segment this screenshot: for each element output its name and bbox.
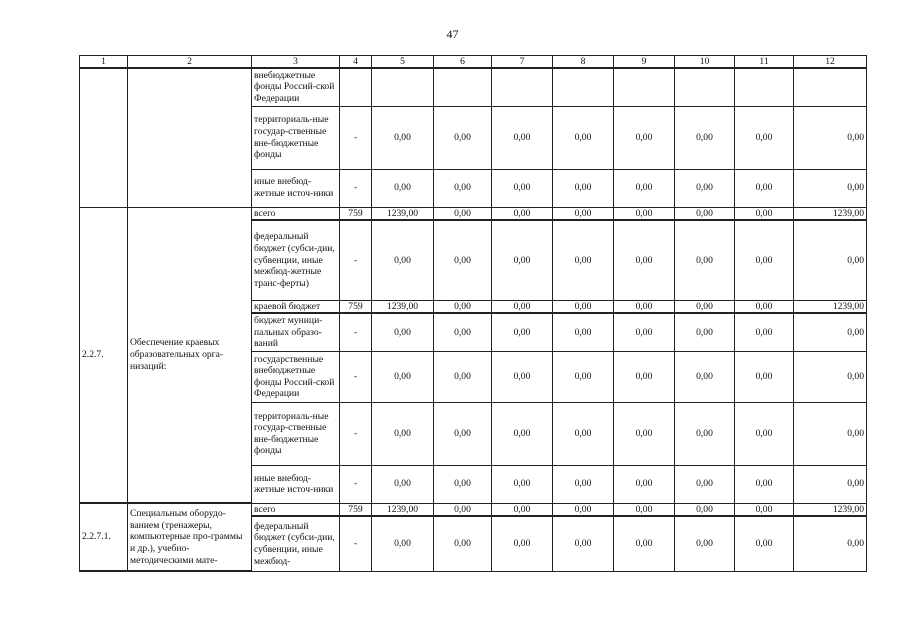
value-cell: 0,00	[735, 106, 794, 169]
value-cell: 0,00	[434, 402, 492, 465]
value-cell: 0,00	[553, 465, 614, 503]
value-cell: 0,00	[794, 313, 867, 351]
value-cell: 0,00	[492, 516, 553, 571]
name-cell	[128, 68, 252, 207]
value-cell: 0,00	[434, 207, 492, 220]
value-cell: 0,00	[553, 516, 614, 571]
value-cell: 0,00	[434, 220, 492, 300]
column-header: 10	[675, 56, 735, 69]
value-cell: 0,00	[614, 503, 675, 516]
table-row	[80, 207, 867, 220]
funding-source-cell: территориаль-ные государ-ственные вне-бюджетные фонды	[252, 402, 340, 465]
section-name: Обеспечение краевых образовательных орга-низаций:	[128, 207, 252, 503]
table-row	[80, 503, 867, 516]
value-cell: 0,00	[372, 402, 434, 465]
value-cell	[614, 68, 675, 106]
value-cell: 0,00	[434, 465, 492, 503]
value-cell: 0,00	[735, 313, 794, 351]
value-cell: 0,00	[553, 106, 614, 169]
value-cell: 1239,00	[372, 300, 434, 313]
budget-table	[79, 55, 867, 572]
column-header: 9	[614, 56, 675, 69]
value-cell: 0,00	[492, 313, 553, 351]
value-cell: 0,00	[553, 300, 614, 313]
code-cell: -	[340, 313, 372, 351]
value-cell: 0,00	[735, 503, 794, 516]
value-cell: 0,00	[434, 516, 492, 571]
funding-source-cell: федеральный бюджет (субси-дии, субвенции, иные межбюд-жетные транс-ферты)	[252, 220, 340, 300]
value-cell: 0,00	[675, 516, 735, 571]
value-cell	[675, 68, 735, 106]
funding-source-cell: бюджет муници-пальных образо-ваний	[252, 313, 340, 351]
value-cell: 0,00	[434, 169, 492, 207]
value-cell: 0,00	[675, 207, 735, 220]
value-cell: 0,00	[794, 516, 867, 571]
value-cell: 0,00	[735, 351, 794, 402]
number-cell	[80, 68, 128, 207]
code-cell: -	[340, 106, 372, 169]
value-cell: 0,00	[434, 300, 492, 313]
value-cell: 0,00	[372, 169, 434, 207]
value-cell: 0,00	[675, 169, 735, 207]
value-cell	[434, 68, 492, 106]
value-cell	[553, 68, 614, 106]
value-cell: 0,00	[675, 313, 735, 351]
value-cell: 0,00	[794, 169, 867, 207]
value-cell: 0,00	[735, 300, 794, 313]
value-cell: 0,00	[492, 351, 553, 402]
column-header: 6	[434, 56, 492, 69]
value-cell: 0,00	[553, 220, 614, 300]
value-cell	[794, 68, 867, 106]
column-header: 5	[372, 56, 434, 69]
value-cell: 0,00	[372, 516, 434, 571]
value-cell	[735, 68, 794, 106]
value-cell: 0,00	[794, 220, 867, 300]
section-name: Специальным оборудо-ванием (тренажеры, компьютерные про-граммы и др.), учебно-методическими мате-	[128, 503, 252, 571]
funding-source-cell: всего	[252, 503, 340, 516]
value-cell: 0,00	[675, 300, 735, 313]
column-header: 11	[735, 56, 794, 69]
value-cell: 0,00	[492, 503, 553, 516]
value-cell: 0,00	[434, 351, 492, 402]
value-cell: 0,00	[492, 220, 553, 300]
funding-source-cell: иные внебюд-жетные источ-ники	[252, 465, 340, 503]
value-cell: 0,00	[372, 465, 434, 503]
value-cell: 1239,00	[794, 503, 867, 516]
code-cell: 759	[340, 207, 372, 220]
funding-source-cell: всего	[252, 207, 340, 220]
funding-source-cell: государственные внебюджетные фонды Россий-ской Федерации	[252, 351, 340, 402]
code-cell	[340, 68, 372, 106]
value-cell: 0,00	[675, 106, 735, 169]
column-number-row	[80, 56, 867, 69]
value-cell	[372, 68, 434, 106]
code-cell: -	[340, 465, 372, 503]
value-cell: 0,00	[735, 169, 794, 207]
value-cell: 0,00	[675, 402, 735, 465]
value-cell: 0,00	[614, 106, 675, 169]
value-cell: 0,00	[675, 465, 735, 503]
value-cell: 0,00	[553, 169, 614, 207]
code-cell: -	[340, 220, 372, 300]
value-cell: 0,00	[675, 351, 735, 402]
value-cell: 0,00	[614, 516, 675, 571]
value-cell: 0,00	[553, 351, 614, 402]
value-cell: 0,00	[735, 516, 794, 571]
code-cell: 759	[340, 300, 372, 313]
value-cell: 0,00	[553, 313, 614, 351]
value-cell: 0,00	[434, 503, 492, 516]
value-cell: 0,00	[675, 503, 735, 516]
column-header: 7	[492, 56, 553, 69]
code-cell: 759	[340, 503, 372, 516]
funding-source-cell: федеральный бюджет (субси-дии, субвенции, иные межбюд-	[252, 516, 340, 571]
value-cell: 1239,00	[794, 207, 867, 220]
value-cell: 0,00	[434, 313, 492, 351]
column-header: 3	[252, 56, 340, 69]
code-cell: -	[340, 351, 372, 402]
value-cell: 0,00	[675, 220, 735, 300]
value-cell: 0,00	[735, 402, 794, 465]
value-cell: 0,00	[372, 351, 434, 402]
value-cell: 0,00	[372, 313, 434, 351]
value-cell: 0,00	[492, 300, 553, 313]
value-cell: 0,00	[372, 220, 434, 300]
value-cell: 0,00	[614, 300, 675, 313]
page-number: 47	[446, 27, 459, 41]
column-header: 1	[80, 56, 128, 69]
value-cell: 0,00	[553, 503, 614, 516]
code-cell: -	[340, 402, 372, 465]
column-header: 2	[128, 56, 252, 69]
code-cell: -	[340, 169, 372, 207]
value-cell	[492, 68, 553, 106]
value-cell: 0,00	[614, 313, 675, 351]
value-cell: 0,00	[735, 220, 794, 300]
value-cell: 0,00	[614, 169, 675, 207]
value-cell: 0,00	[492, 207, 553, 220]
funding-source-cell: внебюджетные фонды Россий-ской Федерации	[252, 68, 340, 106]
column-header: 12	[794, 56, 867, 69]
value-cell: 0,00	[614, 465, 675, 503]
value-cell: 0,00	[614, 207, 675, 220]
funding-source-cell: иные внебюд-жетные источ-ники	[252, 169, 340, 207]
section-number: 2.2.7.	[80, 207, 128, 503]
value-cell: 0,00	[794, 402, 867, 465]
value-cell: 0,00	[434, 106, 492, 169]
value-cell: 0,00	[735, 207, 794, 220]
value-cell: 0,00	[614, 402, 675, 465]
value-cell: 0,00	[794, 106, 867, 169]
value-cell: 1239,00	[372, 207, 434, 220]
value-cell: 0,00	[492, 169, 553, 207]
value-cell: 0,00	[794, 351, 867, 402]
code-cell: -	[340, 516, 372, 571]
column-header: 4	[340, 56, 372, 69]
table-row	[80, 68, 867, 106]
value-cell: 1239,00	[794, 300, 867, 313]
value-cell: 0,00	[553, 207, 614, 220]
section-number: 2.2.7.1.	[80, 503, 128, 571]
value-cell: 0,00	[553, 402, 614, 465]
value-cell: 0,00	[794, 465, 867, 503]
value-cell: 0,00	[492, 402, 553, 465]
value-cell: 0,00	[614, 220, 675, 300]
value-cell: 0,00	[492, 106, 553, 169]
funding-source-cell: краевой бюджет	[252, 300, 340, 313]
funding-source-cell: территориаль-ные государ-ственные вне-бюджетные фонды	[252, 106, 340, 169]
value-cell: 1239,00	[372, 503, 434, 516]
value-cell: 0,00	[492, 465, 553, 503]
value-cell: 0,00	[372, 106, 434, 169]
column-header: 8	[553, 56, 614, 69]
value-cell: 0,00	[735, 465, 794, 503]
value-cell: 0,00	[614, 351, 675, 402]
